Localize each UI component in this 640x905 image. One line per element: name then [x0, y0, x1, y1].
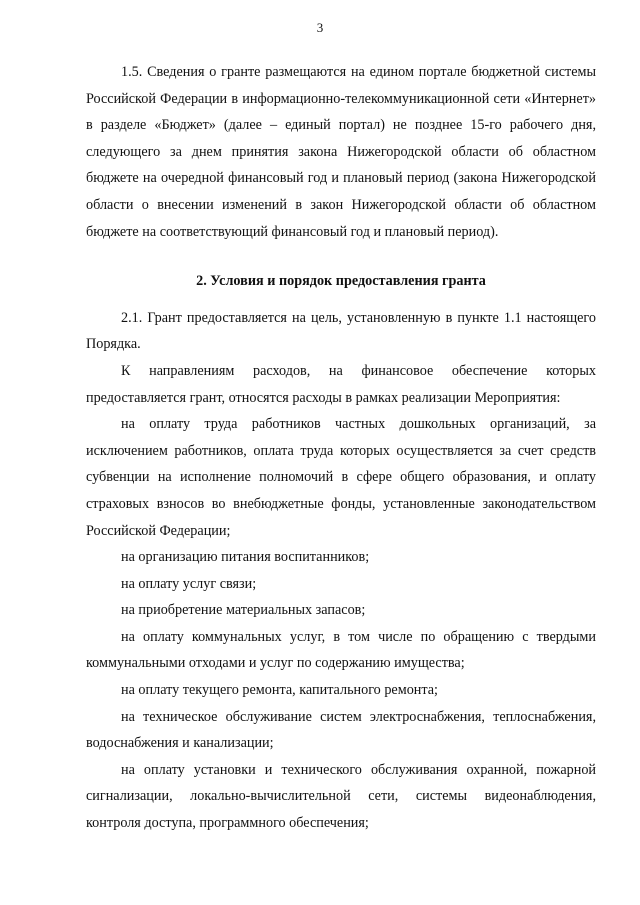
list-item: на оплату труда работников частных дошкольных организаций, за исключением работников, оплата труда которых осуществляется за счет средств субвенции на исполнение полномочий в сфере общего образования, и оплату страховых взносов во внебюджетные фонды, установленные законодательством Российской Федерации; [86, 416, 596, 539]
page-number: 3 [316, 20, 324, 35]
section-heading: 2. Условия и порядок предоставления гранта [196, 273, 486, 290]
list-item: на оплату текущего ремонта, капитального ремонта; [121, 682, 438, 699]
list-item: на организацию питания воспитанников; [121, 549, 370, 566]
list-item: на оплату коммунальных услуг, в том числе по обращению с твердыми коммунальными отходами и услуг по содержанию имущества; [86, 628, 596, 672]
list-item: на техническое обслуживание систем электроснабжения, теплоснабжения, водоснабжения и канализации; [86, 708, 596, 752]
paragraph-1-5: 1.5. Сведения о гранте размещаются на едином портале бюджетной системы Российской Федерации в информационно-телекоммуникационной сети «Интернет» в разделе «Бюджет» (далее – единый портал) не позднее 15-го рабочего дня, следующего за днем принятия закона Нижегородской области об областном бюджете на очередной финансовый год и плановый период (закона Нижегородской области о внесении изменений в закон Нижегородской области об областном бюджете на соответствующий финансовый год и плановый период). [86, 64, 596, 240]
document-body [86, 59, 596, 837]
paragraph-expense-directions: К направлениям расходов, на финансовое обеспечение которых предоставляется грант, относятся расходы в рамках реализации Мероприятия: [86, 362, 596, 406]
list-item: на оплату установки и технического обслуживания охранной, пожарной сигнализации, локально-вычислительной сети, системы видеонаблюдения, контроля доступа, программного обеспечения; [86, 761, 596, 832]
list-item: на оплату услуг связи; [121, 575, 257, 592]
paragraph-2-1: 2.1. Грант предоставляется на цель, установленную в пункте 1.1 настоящего Порядка. [86, 309, 596, 353]
list-item: на приобретение материальных запасов; [121, 602, 366, 619]
